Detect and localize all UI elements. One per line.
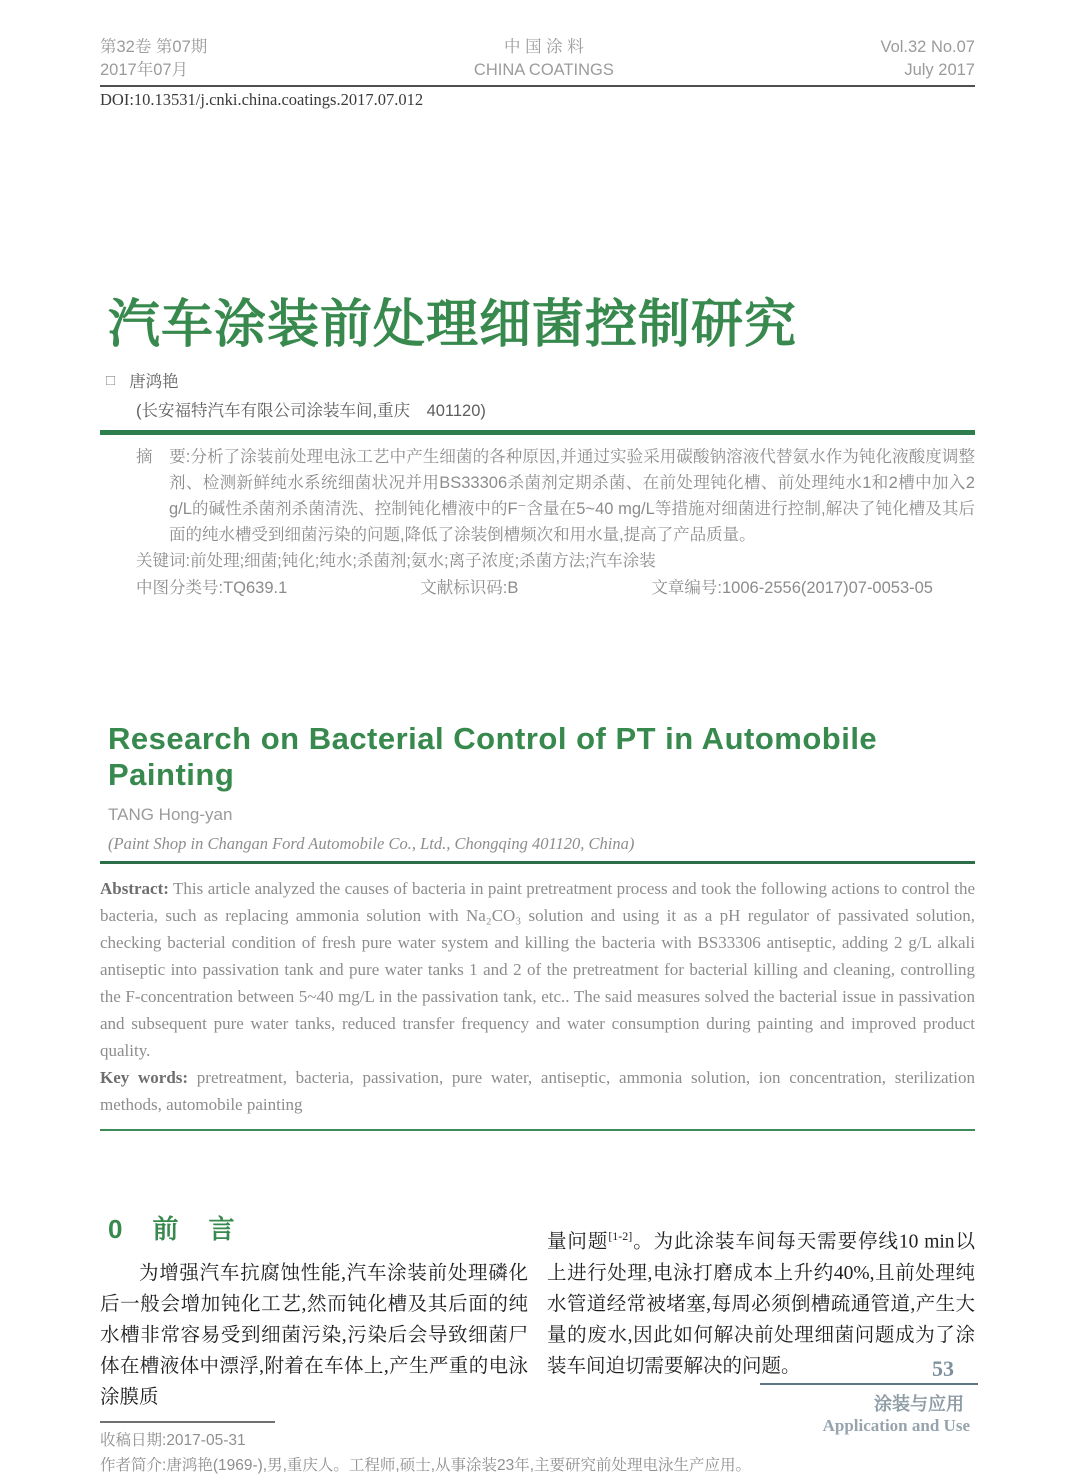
volume-issue-en: Vol.32 No.07 (880, 38, 975, 56)
article-id-value: 1006-2556(2017)07-0053-05 (721, 579, 933, 598)
author-name-cn: 唐鸿艳 (129, 373, 179, 392)
author-name-en: TANG Hong-yan (108, 805, 233, 825)
author-marker-square: □ (106, 371, 116, 389)
page-number: 53 (932, 1356, 954, 1381)
keywords-cn-label: 关键词: (136, 552, 191, 571)
journal-name-en: CHINA COATINGS (473, 61, 614, 79)
intro-column-left (100, 1209, 528, 1413)
column-name-en: Application and Use (822, 1416, 970, 1435)
english-abstract-block (100, 875, 975, 1118)
meta-row (136, 575, 933, 601)
abstract-cn (136, 444, 975, 548)
journal-name-cn: 中 国 涂 料 (504, 38, 584, 56)
journal-header (100, 0, 975, 82)
doi-line: DOI:10.13531/j.cnki.china.coatings.2017.07.012 (100, 90, 424, 109)
abstract-cn-label: 摘 要: (136, 448, 191, 467)
abstract-cn-text: 分析了涂装前处理电泳工艺中产生细菌的各种原因,并通过实验采用碳酸钠溶液代替氨水作为钝化液酸度调整剂、检测新鲜纯水系统细菌状况并用BS33306杀菌剂定期杀菌、在前处理钝化槽、前处理纯水1和2槽中加入2 g/L的碱性杀菌剂杀菌清洗、控制钝化槽液中的F⁻含量在5~40 mg/L等措施对细菌进行控制,解决了钝化槽及其后面的纯水槽受到细菌污染的问题,降低了涂装倒槽频次和用水量,提高了产品质量。 (169, 448, 975, 545)
clc-value: TQ639.1 (223, 579, 288, 598)
keywords-en-label: Key words: (100, 1068, 189, 1088)
keywords-en (100, 1064, 975, 1118)
english-abstract-bottom-rule (100, 1129, 975, 1131)
author-bio-value: 唐鸿艳(1969-),男,重庆人。工程师,硕士,从事涂装23年,主要研究前处理电泳生产应用。 (166, 1457, 752, 1475)
keywords-cn-text: 前处理;细菌;钝化;纯水;杀菌剂;氨水;离子浓度;杀菌方法;汽车涂装 (190, 552, 656, 571)
volume-issue-cn: 第32卷 第07期 (100, 38, 208, 56)
title-divider-rule (100, 430, 975, 435)
date-cn: 2017年07月 (100, 61, 189, 79)
reference-superscript: [1-2] (608, 1229, 633, 1244)
header-volume-issue (100, 36, 207, 82)
header-rule (100, 85, 975, 87)
footer-rule (760, 1383, 978, 1385)
article-title-en: Research on Bacterial Control of PT in Automobile Painting (108, 721, 878, 793)
chinese-abstract-block (136, 444, 975, 601)
intro-right-post: 。为此涂装车间每天需要停线10 min以上进行处理,电泳打磨成本上升约40%,且前处理纯水管道经常被堵塞,每周必须倒槽疏通管道,产生大量的废水,因此如何解决前处理细菌问题成为了涂装车间迫切需要解决的问题。 (547, 1231, 975, 1377)
document-code (420, 575, 518, 601)
doc-code-label: 文献标识码: (420, 579, 508, 598)
author-bio-label: 作者简介: (100, 1457, 167, 1475)
article-id-label: 文章编号: (651, 579, 722, 598)
keywords-en-text: pretreatment, bacteria, passivation, pure water, antiseptic, ammonia solution, ion concentration, sterilization methods, automobile painting (100, 1068, 975, 1115)
received-date-value: 2017-05-31 (166, 1432, 246, 1450)
author-row (106, 368, 975, 392)
page-footer (760, 1356, 978, 1436)
section-heading: 0 前 言 (108, 1214, 237, 1245)
author-bio-line (100, 1453, 975, 1478)
article-id (651, 575, 933, 601)
intro-right-pre: 量问题 (547, 1231, 609, 1253)
footnote-rule (100, 1421, 275, 1423)
abstract-en-text: This article analyzed the causes of bacteria in paint pretreatment process and took the following actions to control the bacteria, such as replacing ammonia solution with Na₂CO₃ solution and using it as a pH regulator of passivated solution, checking bacterial condition of fresh pure water system and killing the bacteria with BS33306 antiseptic, adding 2 g/L alkali antiseptic into passivation tank and pure water tanks 1 and 2 of the pretreatment for bacterial killing and cleaning, controlling the F-concentration between 5~40 mg/L in the passivation tank, etc.. The said measures solved the bacterial issue in passivation and subsequent pure water tanks, reduced transfer frequency and water consumption during painting and improved product quality. (100, 879, 975, 1061)
english-abstract-top-rule (100, 861, 975, 864)
abstract-en-label: Abstract: (100, 879, 169, 899)
keywords-cn (136, 548, 975, 574)
date-en: July 2017 (904, 61, 975, 79)
affiliation-en: (Paint Shop in Changan Ford Automobile Co., Ltd., Chongqing 401120, China) (108, 834, 635, 854)
doc-code-value: B (507, 579, 519, 598)
header-journal-name (474, 36, 614, 82)
article-title-cn: 汽车涂装前处理细菌控制研究 (108, 296, 798, 354)
header-volume-issue-en (880, 36, 975, 82)
affiliation-cn: (长安福特汽车有限公司涂装车间,重庆 401120) (136, 402, 486, 421)
abstract-en (100, 875, 975, 1064)
column-name-cn: 涂装与应用 (874, 1394, 964, 1414)
received-date-label: 收稿日期: (100, 1432, 167, 1450)
clc-label: 中图分类号: (136, 579, 224, 598)
clc-number (136, 575, 287, 601)
intro-paragraph-left: 为增强汽车抗腐蚀性能,汽车涂装前处理磷化后一般会增加钝化工艺,然而钝化槽及其后面的纯水槽非常容易受到细菌污染,污染后会导致细菌尸体在槽液体中漂浮,附着在车体上,产生严重的电泳涂膜质 (100, 1263, 528, 1409)
